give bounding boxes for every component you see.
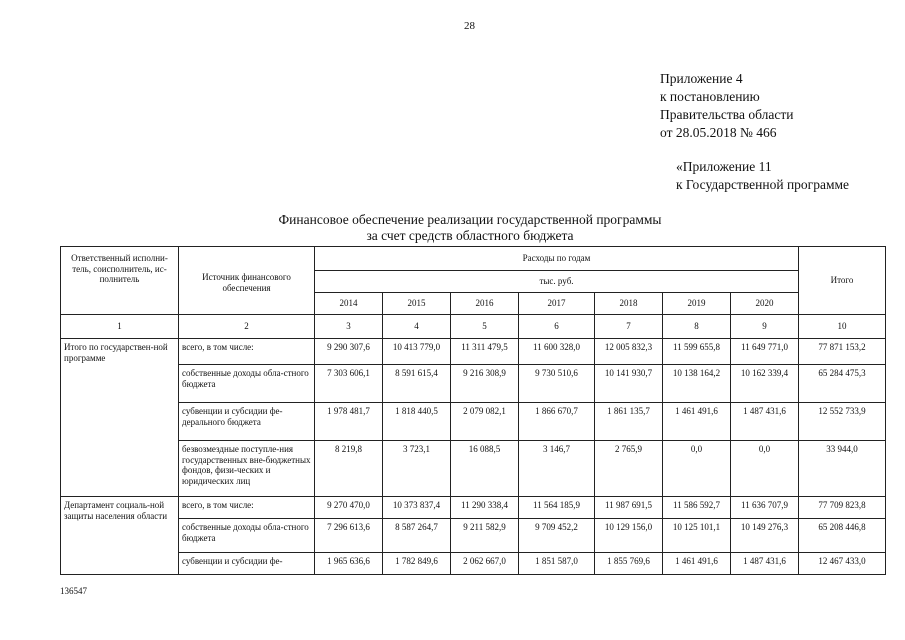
value-cell: 2 765,9 [595, 441, 663, 497]
source-cell: всего, в том числе: [179, 497, 315, 519]
value-cell: 10 129 156,0 [595, 519, 663, 553]
header-total: Итого [799, 247, 886, 315]
value-cell: 10 149 276,3 [731, 519, 799, 553]
value-cell: 1 487 431,6 [731, 553, 799, 575]
value-cell: 1 965 636,6 [315, 553, 383, 575]
header-year: 2020 [731, 293, 799, 315]
appendix-line: от 28.05.2018 № 466 [660, 125, 777, 140]
value-cell: 1 866 670,7 [519, 403, 595, 441]
header-year: 2016 [451, 293, 519, 315]
value-cell: 1 855 769,6 [595, 553, 663, 575]
table-row [61, 403, 886, 441]
source-cell: собственные доходы обла-стного бюджета [179, 365, 315, 403]
value-cell: 7 296 613,6 [315, 519, 383, 553]
total-value-cell: 12 552 733,9 [799, 403, 886, 441]
value-cell: 3 723,1 [383, 441, 451, 497]
total-value-cell: 77 709 823,8 [799, 497, 886, 519]
value-cell: 8 587 264,7 [383, 519, 451, 553]
total-value-cell: 65 284 475,3 [799, 365, 886, 403]
value-cell: 8 591 615,4 [383, 365, 451, 403]
value-cell: 9 211 582,9 [451, 519, 519, 553]
column-number: 8 [663, 315, 731, 339]
value-cell: 8 219,8 [315, 441, 383, 497]
source-cell: субвенции и субсидии фе- [179, 553, 315, 575]
table-row [61, 339, 886, 365]
value-cell: 9 290 307,6 [315, 339, 383, 365]
value-cell: 0,0 [731, 441, 799, 497]
value-cell: 10 162 339,4 [731, 365, 799, 403]
value-cell: 1 851 587,0 [519, 553, 595, 575]
value-cell: 7 303 606,1 [315, 365, 383, 403]
appendix-line: к постановлению [660, 89, 760, 104]
header-unit: тыс. руб. [315, 271, 799, 293]
value-cell: 1 461 491,6 [663, 553, 731, 575]
header-responsible: Ответственный исполни-тель, соисполнитель, ис-полнитель [61, 247, 179, 315]
value-cell: 2 079 082,1 [451, 403, 519, 441]
value-cell: 11 290 338,4 [451, 497, 519, 519]
total-value-cell: 77 871 153,2 [799, 339, 886, 365]
header-year: 2014 [315, 293, 383, 315]
value-cell: 11 649 771,0 [731, 339, 799, 365]
appendix-line: Правительства области [660, 107, 794, 122]
title-line: Финансовое обеспечение реализации государственной программы [278, 212, 662, 227]
responsible-cell: Департамент социаль-ной защиты населения области [61, 497, 179, 575]
column-number: 9 [731, 315, 799, 339]
value-cell: 11 564 185,9 [519, 497, 595, 519]
value-cell: 12 005 832,3 [595, 339, 663, 365]
column-number: 10 [799, 315, 886, 339]
value-cell: 10 373 837,4 [383, 497, 451, 519]
header-year: 2017 [519, 293, 595, 315]
quote-line: к Государственной программе [676, 177, 850, 192]
table-row [61, 519, 886, 553]
finance-table [60, 246, 886, 575]
value-cell: 9 730 510,6 [519, 365, 595, 403]
column-number: 7 [595, 315, 663, 339]
value-cell: 10 413 779,0 [383, 339, 451, 365]
column-number: 1 [61, 315, 179, 339]
header-year: 2018 [595, 293, 663, 315]
value-cell: 16 088,5 [451, 441, 519, 497]
column-number: 6 [519, 315, 595, 339]
column-number: 2 [179, 315, 315, 339]
page-number: 28 [464, 20, 475, 32]
value-cell: 10 125 101,1 [663, 519, 731, 553]
value-cell: 1 818 440,5 [383, 403, 451, 441]
value-cell: 10 138 164,2 [663, 365, 731, 403]
appendix-line: Приложение 4 [660, 71, 743, 86]
value-cell: 1 978 481,7 [315, 403, 383, 441]
document-title [200, 212, 740, 244]
document-id: 136547 [60, 586, 87, 596]
value-cell: 9 709 452,2 [519, 519, 595, 553]
table-row [61, 553, 886, 575]
value-cell: 1 487 431,6 [731, 403, 799, 441]
value-cell: 11 311 479,5 [451, 339, 519, 365]
value-cell: 10 141 930,7 [595, 365, 663, 403]
header-year: 2019 [663, 293, 731, 315]
title-line: за счет средств областного бюджета [366, 228, 574, 243]
value-cell: 11 636 707,9 [731, 497, 799, 519]
value-cell: 2 062 667,0 [451, 553, 519, 575]
column-number: 5 [451, 315, 519, 339]
value-cell: 11 599 655,8 [663, 339, 731, 365]
value-cell: 11 987 691,5 [595, 497, 663, 519]
source-cell: субвенции и субсидии фе-дерального бюджета [179, 403, 315, 441]
value-cell: 3 146,7 [519, 441, 595, 497]
header-expenses-by-year: Расходы по годам [315, 247, 799, 271]
column-number: 4 [383, 315, 451, 339]
value-cell: 1 861 135,7 [595, 403, 663, 441]
table-row [61, 497, 886, 519]
appendix-block [660, 70, 793, 142]
value-cell: 9 216 308,9 [451, 365, 519, 403]
responsible-cell: Итого по государствен-ной программе [61, 339, 179, 497]
value-cell: 1 461 491,6 [663, 403, 731, 441]
quote-block [676, 158, 849, 194]
column-number: 3 [315, 315, 383, 339]
total-value-cell: 65 208 446,8 [799, 519, 886, 553]
table-row [61, 441, 886, 497]
value-cell: 9 270 470,0 [315, 497, 383, 519]
value-cell: 0,0 [663, 441, 731, 497]
total-value-cell: 12 467 433,0 [799, 553, 886, 575]
table-row [61, 365, 886, 403]
source-cell: всего, в том числе: [179, 339, 315, 365]
source-cell: безвозмездные поступле-ния государственных вне-бюджетных фондов, физи-ческих и юридических лиц [179, 441, 315, 497]
header-source: Источник финансового обеспечения [179, 247, 315, 315]
quote-line: «Приложение 11 [676, 159, 772, 174]
value-cell: 11 600 328,0 [519, 339, 595, 365]
source-cell: собственные доходы обла-стного бюджета [179, 519, 315, 553]
value-cell: 1 782 849,6 [383, 553, 451, 575]
header-year: 2015 [383, 293, 451, 315]
total-value-cell: 33 944,0 [799, 441, 886, 497]
value-cell: 11 586 592,7 [663, 497, 731, 519]
